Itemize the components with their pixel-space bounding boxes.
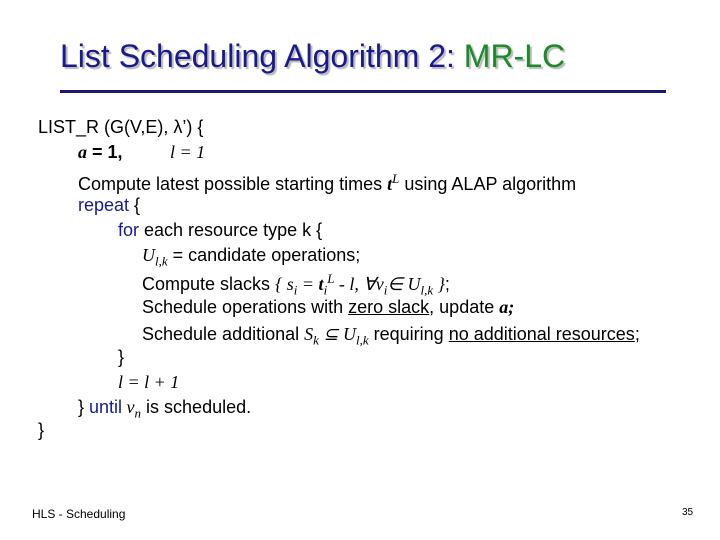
superscript-L: L (392, 171, 400, 186)
alap-text: using ALAP algorithm (399, 174, 577, 194)
increment-l: l = l + 1 (118, 372, 180, 392)
keyword-repeat: repeat (78, 195, 130, 215)
sub-lk-3: l,k (356, 332, 369, 348)
semicolon-2: ; (634, 324, 640, 344)
title-highlight: MR-LC (463, 38, 566, 74)
semicolon: ; (444, 274, 450, 294)
update-text: , update (429, 297, 500, 317)
code-line-3 (78, 168, 576, 195)
no-additional-resources: no additional resources (448, 324, 635, 344)
var-v: v (122, 397, 135, 417)
title-main: List Scheduling Algorithm 2: (60, 38, 455, 74)
equals: = (297, 274, 319, 294)
candidate-text: = candidate operations; (167, 245, 361, 265)
var-t: t (387, 174, 393, 194)
sub-k: k (313, 332, 319, 348)
code-line-5 (118, 219, 322, 241)
keyword-for: for (118, 220, 140, 240)
code-line-8 (142, 296, 514, 318)
sub-i: i (293, 282, 298, 298)
slack-text: Compute slacks (142, 274, 276, 294)
var-U: U (142, 245, 155, 265)
additional-text: Schedule additional (142, 324, 305, 344)
sub-i-3: i (383, 282, 388, 298)
init-l: l = 1 (170, 142, 206, 162)
code-line-9 (142, 323, 640, 352)
code-line-11 (118, 371, 179, 393)
code-line-10 (118, 346, 124, 368)
sub-n: n (134, 405, 142, 421)
init-a: = 1, (87, 142, 123, 162)
footer-label: HLS - Scheduling (32, 507, 126, 521)
var-t-i: t (318, 274, 324, 294)
code-line-12 (78, 396, 251, 425)
code-line-13 (38, 419, 44, 441)
for-text: each resource type k { (139, 220, 323, 240)
close-function: } (38, 420, 45, 440)
keyword-until: until (89, 397, 123, 417)
close-repeat: } (78, 397, 90, 417)
in-U: ∈ U (387, 274, 421, 294)
open-brace: { (129, 195, 141, 215)
subset-U: ⊆ U (318, 324, 356, 344)
title-divider (60, 90, 666, 93)
function-signature: LIST_R (G(V,E), λ’) { (38, 117, 204, 137)
page-number: 35 (682, 507, 694, 518)
var-a: a (78, 142, 87, 162)
compute-text: Compute latest possible starting times (78, 174, 388, 194)
sub-lk: l,k (155, 253, 168, 269)
schedule-text: Schedule operations with (142, 297, 349, 317)
forall-v: - l, ∀v (334, 274, 384, 294)
slack-close: } (433, 274, 445, 294)
var-a-update: a; (499, 297, 515, 317)
zero-slack: zero slack (348, 297, 430, 317)
sup-L: L (327, 271, 335, 286)
close-for: } (118, 347, 125, 367)
code-line-1 (38, 116, 203, 138)
code-line-2 (78, 141, 206, 163)
var-S: S (304, 324, 314, 344)
scheduled-text: is scheduled. (141, 397, 252, 417)
sub-i-2: i (323, 282, 328, 298)
slack-open: { s (275, 274, 294, 294)
sub-lk-2: l,k (420, 282, 434, 298)
code-line-4 (78, 194, 140, 216)
slide-title (60, 38, 565, 75)
requiring-text: requiring (368, 324, 449, 344)
